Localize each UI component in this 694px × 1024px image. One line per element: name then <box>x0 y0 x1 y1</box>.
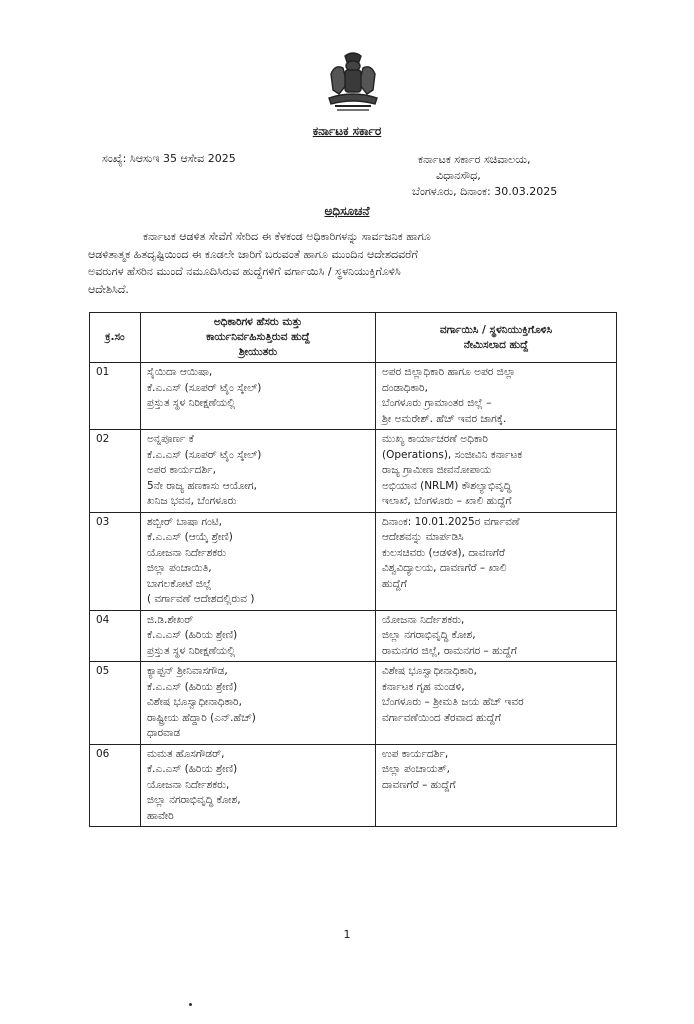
transfer-table <box>89 312 617 827</box>
cell-officer: ಅನ್ನಪೂರ್ಣ ಕೆ ಕೆ.ಎ.ಎಸ್ (ಸೂಪರ್ ಟೈಂ ಸ್ಕೇಲ್) ಅಪರ ಕಾರ್ಯದರ್ಶಿ, 5ನೇ ರಾಜ್ಯ ಹಣಕಾಸು ಆಯೋಗ, ಖನಿಜ ಭವನ, ಬೆಂಗಳೂರು <box>141 430 376 513</box>
table-row <box>90 512 617 610</box>
page-number: 1 <box>343 928 351 941</box>
office-line-secretariat: ಕರ್ನಾಟಕ ಸರ್ಕಾರ ಸಚಿವಾಲಯ, <box>418 153 531 166</box>
paragraph-line: ಆದೇಶಿಸಿದೆ. <box>88 282 129 296</box>
header-posting: ವರ್ಗಾಯಿಸಿ / ಸ್ಥಳನಿಯುಕ್ತಿಗೊಳಿಸಿ ನೇಮಿಸಲಾದ ಹುದ್ದೆ <box>376 313 617 363</box>
table-row <box>90 430 617 513</box>
cell-serial: 06 <box>90 744 141 827</box>
header-officer: ಅಧಿಕಾರಿಗಳ ಹೆಸರು ಮತ್ತು ಕಾರ್ಯನಿರ್ವಹಿಸುತ್ತಿರುವ ಹುದ್ದೆ ಶ್ರೀಯುತರು <box>141 313 376 363</box>
paragraph-line: ಕರ್ನಾಟಕ ಆಡಳಿತ ಸೇವೆಗೆ ಸೇರಿದ ಈ ಕೆಳಕಂಡ ಅಧಿಕಾರಿಗಳನ್ನು ಸಾರ್ವಜನಿಕ ಹಾಗೂ <box>143 230 431 243</box>
cell-officer: ಜಿ.ಡಿ.ಶೇಖರ್ ಕೆ.ಎ.ಎಸ್ (ಹಿರಿಯ ಶ್ರೇಣಿ) ಪ್ರಸ್ತುತ ಸ್ಥಳ ನಿರೀಕ್ಷಣೆಯಲ್ಲಿ <box>141 610 376 662</box>
cell-serial: 04 <box>90 610 141 662</box>
paragraph-line: ಆಡಳಿತಾತ್ಮಕ ಹಿತದೃಷ್ಟಿಯಿಂದ ಈ ಕೂಡಲೇ ಜಾರಿಗೆ ಬರುವಂತೆ ಹಾಗೂ ಮುಂದಿನ ಆದೇಶದವರೆಗೆ <box>88 247 418 261</box>
state-emblem-icon <box>325 50 381 112</box>
notification-title: ಅಧಿಸೂಚನೆ <box>324 204 370 218</box>
cell-posting: ಉಪ ಕಾರ್ಯದರ್ಶಿ, ಜಿಲ್ಲಾ ಪಂಚಾಯತ್, ದಾವಣಗೆರೆ – ಹುದ್ದೆಗೆ <box>376 744 617 827</box>
paragraph-line: ಅವರುಗಳ ಹೆಸರಿನ ಮುಂದೆ ನಮೂದಿಸಿರುವ ಹುದ್ದೆಗಳಿಗೆ ವರ್ಗಾಯಿಸಿ / ಸ್ಥಳನಿಯುಕ್ತಿಗೊಳಿಸಿ <box>88 265 401 278</box>
cell-serial: 05 <box>90 662 141 745</box>
cell-posting: ವಿಶೇಷ ಭೂಸ್ವಾಧೀನಾಧಿಕಾರಿ, ಕರ್ನಾಟಕ ಗೃಹ ಮಂಡಳಿ, ಬೆಂಗಳೂರು – ಶ್ರೀಮತಿ ಜಯ ಹೆಚ್ ಇವರ ವರ್ಗಾವಣೆಯಿಂದ ತೆರವಾದ ಹುದ್ದೆಗೆ <box>376 662 617 745</box>
table-row <box>90 662 617 745</box>
office-line-date: ಬೆಂಗಳೂರು, ದಿನಾಂಕ: 30.03.2025 <box>412 185 558 198</box>
cell-posting: ಅಪರ ಜಿಲ್ಲಾಧಿಕಾರಿ ಹಾಗೂ ಅಪರ ಜಿಲ್ಲಾ ದಂಡಾಧಿಕಾರಿ, ಬೆಂಗಳೂರು ಗ್ರಾಮಾಂತರ ಜಿಲ್ಲೆ – ಶ್ರೀ ಅಮರೇಶ್. ಹೆಚ್ ಇವರ ಜಾಗಕ್ಕೆ. <box>376 363 617 430</box>
table-row <box>90 744 617 827</box>
office-address <box>412 152 558 200</box>
notification-paragraph <box>88 228 612 298</box>
cell-officer: ಶಬ್ಬೀರ್ ಬಾಷಾ ಗಂಟಿ, ಕೆ.ಎ.ಎಸ್ (ಆಯ್ಕೆ ಶ್ರೇಣಿ) ಯೋಜನಾ ನಿರ್ದೇಶಕರು ಜಿಲ್ಲಾ ಪಂಚಾಯಿತಿ, ಬಾಗಲಕೋಟೆ ಜಿಲ್ಲೆ ( ವರ್ಗಾವಣೆ ಆದೇಶದಲ್ಲಿರುವ ) <box>141 512 376 610</box>
cell-officer: ಸೈಯಿದಾ ಆಯಿಷಾ, ಕೆ.ಎ.ಎಸ್ (ಸೂಪರ್ ಟೈಂ ಸ್ಕೇಲ್) ಪ್ರಸ್ತುತ ಸ್ಥಳ ನಿರೀಕ್ಷಣೆಯಲ್ಲಿ <box>141 363 376 430</box>
cell-serial: 03 <box>90 512 141 610</box>
cell-posting: ಯೋಜನಾ ನಿರ್ದೇಶಕರು, ಜಿಲ್ಲಾ ನಗರಾಭಿವೃದ್ಧಿ ಕೋಶ, ರಾಮನಗರ ಜಿಲ್ಲೆ, ರಾಮನಗರ – ಹುದ್ದೆಗೆ <box>376 610 617 662</box>
cell-serial: 02 <box>90 430 141 513</box>
cell-officer: ಮಮತ ಹೊಸಗೌಡರ್, ಕೆ.ಎ.ಎಸ್ (ಹಿರಿಯ ಶ್ರೇಣಿ) ಯೋಜನಾ ನಿರ್ದೇಶಕರು, ಜಿಲ್ಲಾ ನಗರಾಭಿವೃದ್ಧಿ ಕೋಶ, ಹಾವೇರಿ <box>141 744 376 827</box>
table-header-row <box>90 313 617 363</box>
office-line-vidhanasoudha: ವಿಧಾನಸೌಧ, <box>436 169 481 182</box>
reference-number: ಸಂಖ್ಯೆ: ಸಿಆಸುಇ 35 ಆಸೇವ 2025 <box>102 152 236 165</box>
cell-posting: ದಿನಾಂಕ: 10.01.2025ರ ವರ್ಗಾವಣೆ ಆದೇಶವನ್ನು ಮಾರ್ಪಡಿಸಿ ಕುಲಸಚಿವರು (ಆಡಳಿತ), ದಾವಣಗೆರೆ ವಿಶ್ವವಿದ್ಯಾಲಯ, ದಾವಣಗೆರೆ – ಖಾಲಿ ಹುದ್ದೆಗೆ <box>376 512 617 610</box>
table-row <box>90 610 617 662</box>
table-row <box>90 363 617 430</box>
cell-serial: 01 <box>90 363 141 430</box>
cell-posting: ಮುಖ್ಯ ಕಾರ್ಯಾಚರಣೆ ಅಧಿಕಾರಿ (Operations), ಸಂಜೀವಿನಿ ಕರ್ನಾಟಕ ರಾಜ್ಯ ಗ್ರಾಮೀಣ ಜೀವನೋಪಾಯ ಅಭಿಯಾನ (NRLM) ಕೌಶಲ್ಯಾಭಿವೃದ್ಧಿ ಇಲಾಖೆ, ಬೆಂಗಳೂರು – ಖಾಲಿ ಹುದ್ದೆಗೆ <box>376 430 617 513</box>
cell-officer: ಕ್ಯಾಪ್ಟನ್ ಶ್ರೀನಿವಾಸಗೌಡ, ಕೆ.ಎ.ಎಸ್ (ಹಿರಿಯ ಶ್ರೇಣಿ) ವಿಶೇಷ ಭೂಸ್ವಾಧೀನಾಧಿಕಾರಿ, ರಾಷ್ಟ್ರೀಯ ಹೆದ್ದಾರಿ (ಎನ್.ಹೆಚ್) ಧಾರವಾಡ <box>141 662 376 745</box>
scan-speck <box>189 1003 192 1006</box>
government-title: ಕರ್ನಾಟಕ ಸರ್ಕಾರ <box>312 124 382 138</box>
header-serial: ಕ್ರ.ಸಂ <box>90 313 141 363</box>
